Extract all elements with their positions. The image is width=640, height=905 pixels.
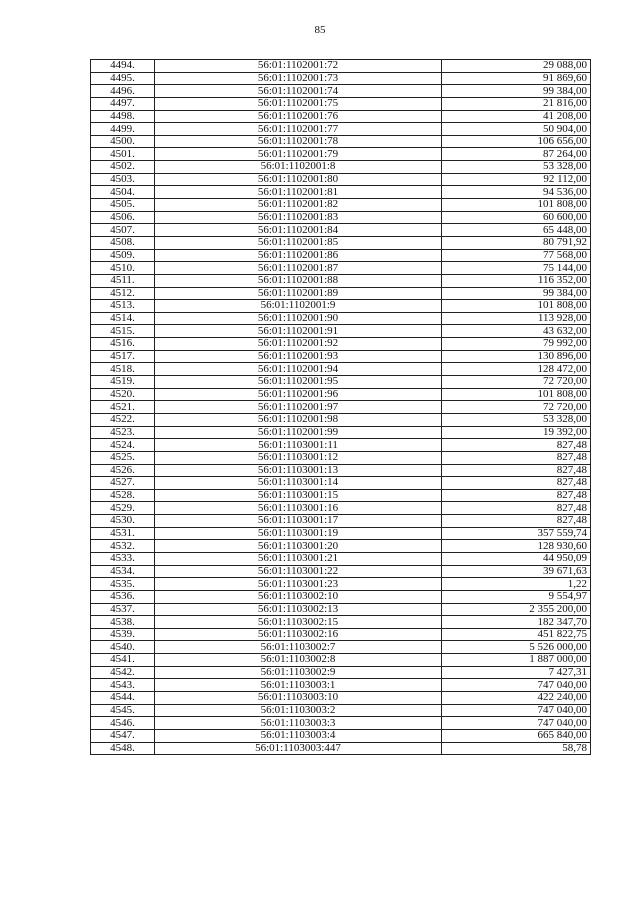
table-row (91, 464, 591, 477)
row-number-cell: 4500. (91, 135, 155, 148)
cadastral-value-cell: 87 264,00 (442, 148, 591, 161)
cadastral-value-cell: 747 040,00 (442, 679, 591, 692)
table-row (91, 161, 591, 174)
cadastral-value-cell: 130 896,00 (442, 350, 591, 363)
table-row (91, 565, 591, 578)
row-number-cell: 4527. (91, 477, 155, 490)
cadastral-number-cell: 56:01:1102001:96 (155, 388, 442, 401)
cadastral-number-cell: 56:01:1102001:93 (155, 350, 442, 363)
row-number-cell: 4516. (91, 338, 155, 351)
cadastral-number-cell: 56:01:1102001:89 (155, 287, 442, 300)
cadastral-value-cell: 19 392,00 (442, 426, 591, 439)
cadastral-value-cell: 58,78 (442, 742, 591, 755)
cadastral-value-cell: 827,48 (442, 464, 591, 477)
cadastral-number-cell: 56:01:1102001:75 (155, 97, 442, 110)
table-row (91, 123, 591, 136)
table-row (91, 603, 591, 616)
table-row (91, 300, 591, 313)
row-number-cell: 4538. (91, 616, 155, 629)
cadastral-value-cell: 39 671,63 (442, 565, 591, 578)
cadastral-value-cell: 53 328,00 (442, 161, 591, 174)
row-number-cell: 4520. (91, 388, 155, 401)
row-number-cell: 4513. (91, 300, 155, 313)
cadastral-value-cell: 128 472,00 (442, 363, 591, 376)
row-number-cell: 4511. (91, 274, 155, 287)
cadastral-number-cell: 56:01:1102001:80 (155, 173, 442, 186)
row-number-cell: 4502. (91, 161, 155, 174)
row-number-cell: 4530. (91, 515, 155, 528)
cadastral-value-cell: 72 720,00 (442, 401, 591, 414)
table-row (91, 717, 591, 730)
cadastral-value-cell: 827,48 (442, 451, 591, 464)
cadastral-value-table (90, 59, 591, 755)
cadastral-number-cell: 56:01:1103002:8 (155, 654, 442, 667)
cadastral-value-cell: 2 355 200,00 (442, 603, 591, 616)
table-row (91, 236, 591, 249)
cadastral-number-cell: 56:01:1103001:17 (155, 515, 442, 528)
table-row (91, 704, 591, 717)
cadastral-value-cell: 94 536,00 (442, 186, 591, 199)
cadastral-number-cell: 56:01:1102001:76 (155, 110, 442, 123)
cadastral-number-cell: 56:01:1103002:15 (155, 616, 442, 629)
table-row (91, 211, 591, 224)
cadastral-number-cell: 56:01:1102001:81 (155, 186, 442, 199)
cadastral-number-cell: 56:01:1103003:2 (155, 704, 442, 717)
cadastral-number-cell: 56:01:1103001:20 (155, 540, 442, 553)
table-row (91, 363, 591, 376)
table-row (91, 552, 591, 565)
table-row (91, 60, 591, 73)
cadastral-number-cell: 56:01:1102001:79 (155, 148, 442, 161)
table-row (91, 85, 591, 98)
cadastral-number-cell: 56:01:1103001:13 (155, 464, 442, 477)
cadastral-number-cell: 56:01:1102001:99 (155, 426, 442, 439)
cadastral-value-cell: 106 656,00 (442, 135, 591, 148)
table-row (91, 388, 591, 401)
cadastral-value-cell: 75 144,00 (442, 262, 591, 275)
row-number-cell: 4545. (91, 704, 155, 717)
cadastral-value-cell: 827,48 (442, 515, 591, 528)
cadastral-number-cell: 56:01:1102001:94 (155, 363, 442, 376)
table-row (91, 527, 591, 540)
row-number-cell: 4496. (91, 85, 155, 98)
cadastral-value-cell: 5 526 000,00 (442, 641, 591, 654)
table-row (91, 186, 591, 199)
cadastral-number-cell: 56:01:1103003:4 (155, 729, 442, 742)
cadastral-value-cell: 747 040,00 (442, 704, 591, 717)
table-row (91, 451, 591, 464)
cadastral-number-cell: 56:01:1103002:13 (155, 603, 442, 616)
table-row (91, 287, 591, 300)
row-number-cell: 4505. (91, 199, 155, 212)
row-number-cell: 4509. (91, 249, 155, 262)
table-row (91, 97, 591, 110)
table-row (91, 350, 591, 363)
table-row (91, 641, 591, 654)
cadastral-number-cell: 56:01:1103003:3 (155, 717, 442, 730)
page-number: 85 (314, 24, 326, 36)
cadastral-value-cell: 128 930,60 (442, 540, 591, 553)
row-number-cell: 4546. (91, 717, 155, 730)
cadastral-value-cell: 116 352,00 (442, 274, 591, 287)
row-number-cell: 4503. (91, 173, 155, 186)
table-row (91, 312, 591, 325)
table-row (91, 72, 591, 85)
table-row (91, 742, 591, 755)
cadastral-value-cell: 80 791,92 (442, 236, 591, 249)
table-row (91, 426, 591, 439)
row-number-cell: 4522. (91, 413, 155, 426)
cadastral-number-cell: 56:01:1102001:97 (155, 401, 442, 414)
row-number-cell: 4499. (91, 123, 155, 136)
cadastral-number-cell: 56:01:1102001:84 (155, 224, 442, 237)
cadastral-value-cell: 92 112,00 (442, 173, 591, 186)
cadastral-value-cell: 50 904,00 (442, 123, 591, 136)
cadastral-number-cell: 56:01:1103001:21 (155, 552, 442, 565)
table-row (91, 578, 591, 591)
row-number-cell: 4525. (91, 451, 155, 464)
cadastral-value-cell: 101 808,00 (442, 388, 591, 401)
row-number-cell: 4539. (91, 628, 155, 641)
cadastral-value-cell: 1 887 000,00 (442, 654, 591, 667)
table-row (91, 376, 591, 389)
table-row (91, 692, 591, 705)
cadastral-value-cell: 65 448,00 (442, 224, 591, 237)
cadastral-number-cell: 56:01:1103002:7 (155, 641, 442, 654)
cadastral-value-cell: 99 384,00 (442, 85, 591, 98)
cadastral-number-cell: 56:01:1103001:23 (155, 578, 442, 591)
table-row (91, 628, 591, 641)
row-number-cell: 4535. (91, 578, 155, 591)
row-number-cell: 4528. (91, 489, 155, 502)
table-row (91, 502, 591, 515)
cadastral-number-cell: 56:01:1103001:16 (155, 502, 442, 515)
cadastral-number-cell: 56:01:1102001:92 (155, 338, 442, 351)
cadastral-value-cell: 29 088,00 (442, 60, 591, 73)
row-number-cell: 4543. (91, 679, 155, 692)
table-row (91, 439, 591, 452)
table-row (91, 477, 591, 490)
row-number-cell: 4529. (91, 502, 155, 515)
row-number-cell: 4533. (91, 552, 155, 565)
cadastral-number-cell: 56:01:1102001:91 (155, 325, 442, 338)
table-row (91, 249, 591, 262)
table-body (91, 60, 591, 755)
cadastral-number-cell: 56:01:1102001:77 (155, 123, 442, 136)
cadastral-value-cell: 9 554,97 (442, 590, 591, 603)
cadastral-number-cell: 56:01:1102001:88 (155, 274, 442, 287)
cadastral-number-cell: 56:01:1103003:10 (155, 692, 442, 705)
table-row (91, 262, 591, 275)
table-row (91, 666, 591, 679)
cadastral-value-cell: 182 347,70 (442, 616, 591, 629)
cadastral-number-cell: 56:01:1102001:90 (155, 312, 442, 325)
row-number-cell: 4497. (91, 97, 155, 110)
cadastral-value-cell: 91 869,60 (442, 72, 591, 85)
cadastral-number-cell: 56:01:1103001:22 (155, 565, 442, 578)
row-number-cell: 4519. (91, 376, 155, 389)
cadastral-value-cell: 827,48 (442, 439, 591, 452)
cadastral-number-cell: 56:01:1102001:8 (155, 161, 442, 174)
cadastral-value-cell: 21 816,00 (442, 97, 591, 110)
row-number-cell: 4542. (91, 666, 155, 679)
cadastral-number-cell: 56:01:1102001:82 (155, 199, 442, 212)
cadastral-number-cell: 56:01:1102001:87 (155, 262, 442, 275)
cadastral-value-cell: 101 808,00 (442, 300, 591, 313)
row-number-cell: 4508. (91, 236, 155, 249)
table-row (91, 654, 591, 667)
row-number-cell: 4518. (91, 363, 155, 376)
cadastral-value-cell: 1,22 (442, 578, 591, 591)
table-row (91, 616, 591, 629)
cadastral-value-cell: 101 808,00 (442, 199, 591, 212)
cadastral-number-cell: 56:01:1102001:95 (155, 376, 442, 389)
cadastral-number-cell: 56:01:1103002:10 (155, 590, 442, 603)
row-number-cell: 4532. (91, 540, 155, 553)
cadastral-value-cell: 79 992,00 (442, 338, 591, 351)
row-number-cell: 4544. (91, 692, 155, 705)
cadastral-value-cell: 451 822,75 (442, 628, 591, 641)
cadastral-value-cell: 53 328,00 (442, 413, 591, 426)
cadastral-number-cell: 56:01:1102001:86 (155, 249, 442, 262)
table-row (91, 338, 591, 351)
row-number-cell: 4548. (91, 742, 155, 755)
table-row (91, 274, 591, 287)
cadastral-number-cell: 56:01:1103002:9 (155, 666, 442, 679)
cadastral-number-cell: 56:01:1103001:14 (155, 477, 442, 490)
cadastral-value-cell: 747 040,00 (442, 717, 591, 730)
cadastral-value-cell: 422 240,00 (442, 692, 591, 705)
table-row (91, 401, 591, 414)
cadastral-value-cell: 43 632,00 (442, 325, 591, 338)
cadastral-number-cell: 56:01:1102001:72 (155, 60, 442, 73)
table-row (91, 173, 591, 186)
table-row (91, 199, 591, 212)
table-row (91, 489, 591, 502)
table-row (91, 413, 591, 426)
row-number-cell: 4506. (91, 211, 155, 224)
cadastral-value-cell: 7 427,31 (442, 666, 591, 679)
cadastral-value-cell: 827,48 (442, 477, 591, 490)
row-number-cell: 4507. (91, 224, 155, 237)
row-number-cell: 4524. (91, 439, 155, 452)
table-row (91, 679, 591, 692)
cadastral-value-cell: 41 208,00 (442, 110, 591, 123)
row-number-cell: 4498. (91, 110, 155, 123)
cadastral-value-cell: 827,48 (442, 489, 591, 502)
table-row (91, 135, 591, 148)
row-number-cell: 4512. (91, 287, 155, 300)
row-number-cell: 4494. (91, 60, 155, 73)
cadastral-number-cell: 56:01:1103002:16 (155, 628, 442, 641)
cadastral-number-cell: 56:01:1102001:78 (155, 135, 442, 148)
cadastral-number-cell: 56:01:1103003:447 (155, 742, 442, 755)
row-number-cell: 4523. (91, 426, 155, 439)
table-row (91, 590, 591, 603)
row-number-cell: 4510. (91, 262, 155, 275)
row-number-cell: 4541. (91, 654, 155, 667)
table-row (91, 540, 591, 553)
cadastral-number-cell: 56:01:1102001:9 (155, 300, 442, 313)
row-number-cell: 4537. (91, 603, 155, 616)
table-row (91, 729, 591, 742)
cadastral-number-cell: 56:01:1102001:85 (155, 236, 442, 249)
table-row (91, 325, 591, 338)
cadastral-value-cell: 72 720,00 (442, 376, 591, 389)
cadastral-value-cell: 357 559,74 (442, 527, 591, 540)
row-number-cell: 4517. (91, 350, 155, 363)
row-number-cell: 4526. (91, 464, 155, 477)
row-number-cell: 4540. (91, 641, 155, 654)
cadastral-number-cell: 56:01:1103001:19 (155, 527, 442, 540)
cadastral-number-cell: 56:01:1103003:1 (155, 679, 442, 692)
cadastral-number-cell: 56:01:1103001:15 (155, 489, 442, 502)
row-number-cell: 4534. (91, 565, 155, 578)
table-row (91, 515, 591, 528)
cadastral-number-cell: 56:01:1102001:83 (155, 211, 442, 224)
row-number-cell: 4531. (91, 527, 155, 540)
cadastral-number-cell: 56:01:1103001:12 (155, 451, 442, 464)
row-number-cell: 4521. (91, 401, 155, 414)
cadastral-value-cell: 113 928,00 (442, 312, 591, 325)
row-number-cell: 4504. (91, 186, 155, 199)
cadastral-number-cell: 56:01:1102001:98 (155, 413, 442, 426)
table-row (91, 224, 591, 237)
cadastral-value-cell: 44 950,09 (442, 552, 591, 565)
row-number-cell: 4501. (91, 148, 155, 161)
row-number-cell: 4547. (91, 729, 155, 742)
cadastral-number-cell: 56:01:1102001:74 (155, 85, 442, 98)
row-number-cell: 4515. (91, 325, 155, 338)
cadastral-value-cell: 99 384,00 (442, 287, 591, 300)
cadastral-value-cell: 827,48 (442, 502, 591, 515)
row-number-cell: 4536. (91, 590, 155, 603)
cadastral-number-cell: 56:01:1103001:11 (155, 439, 442, 452)
row-number-cell: 4495. (91, 72, 155, 85)
cadastral-value-cell: 665 840,00 (442, 729, 591, 742)
table-row (91, 110, 591, 123)
table-row (91, 148, 591, 161)
cadastral-value-cell: 77 568,00 (442, 249, 591, 262)
cadastral-value-cell: 60 600,00 (442, 211, 591, 224)
row-number-cell: 4514. (91, 312, 155, 325)
cadastral-number-cell: 56:01:1102001:73 (155, 72, 442, 85)
